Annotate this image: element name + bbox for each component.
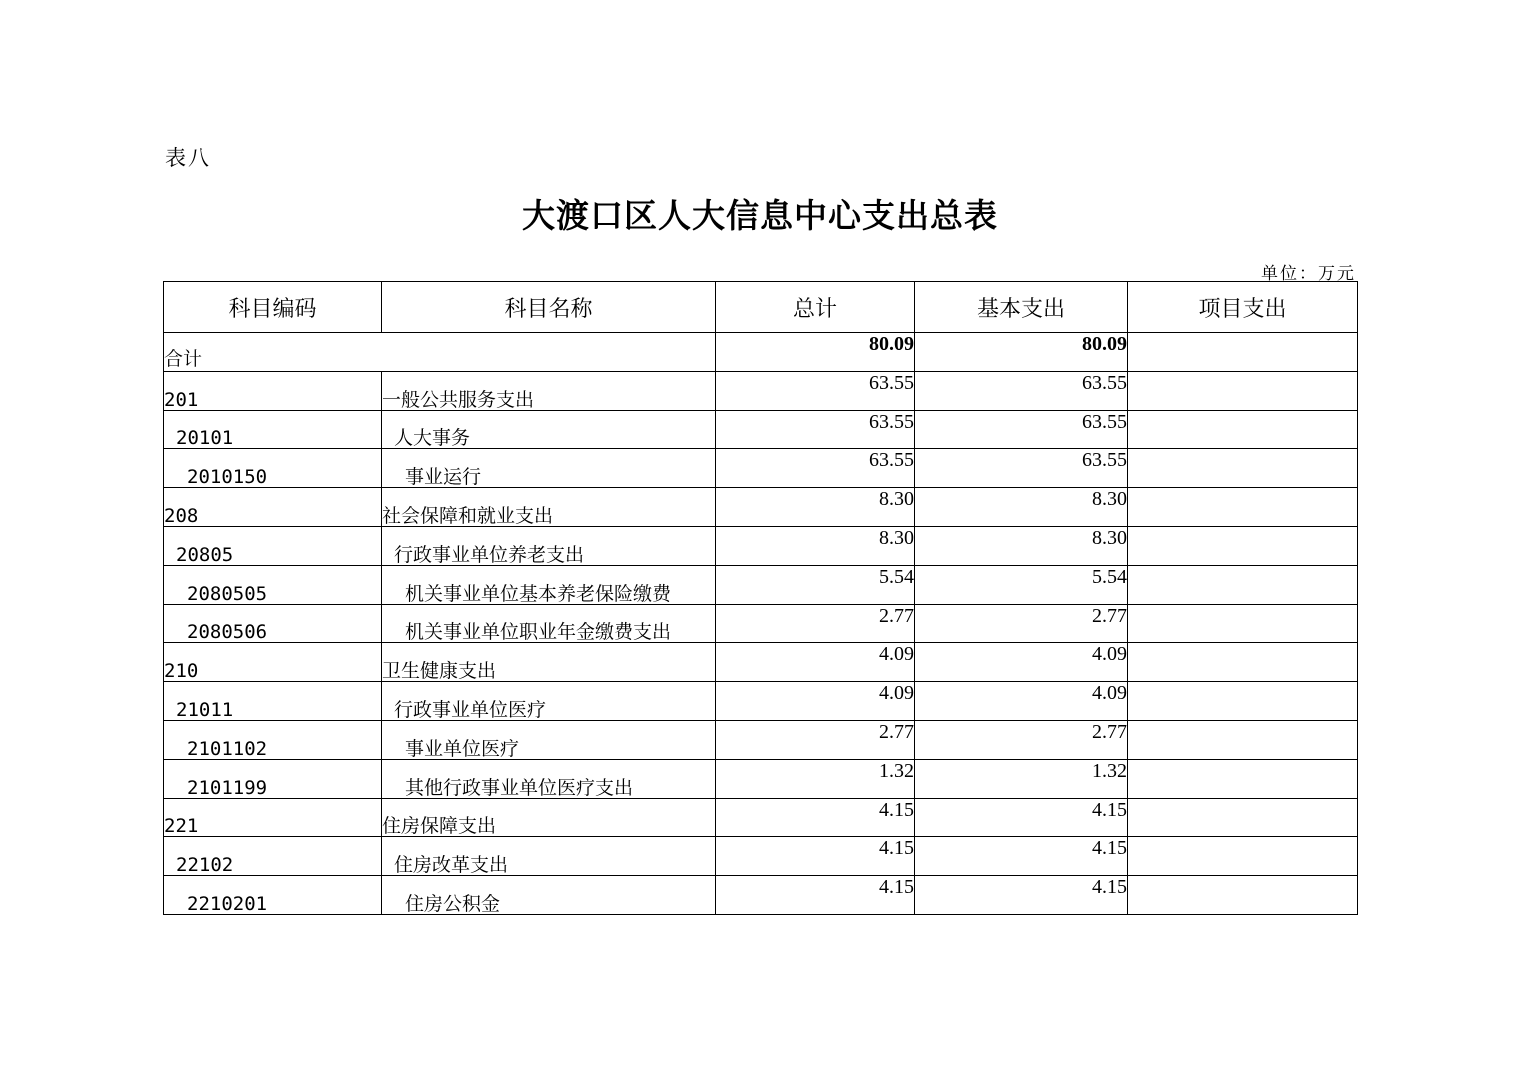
total-basic: 80.09	[915, 333, 1128, 372]
row-project	[1128, 488, 1358, 527]
row-project	[1128, 526, 1358, 565]
row-name: 行政事业单位医疗	[382, 682, 716, 721]
row-basic: 4.15	[915, 876, 1128, 915]
header-name: 科目名称	[382, 282, 716, 333]
row-total: 4.15	[716, 837, 915, 876]
expenditure-table	[163, 281, 1358, 915]
row-code: 210	[164, 643, 382, 682]
row-project	[1128, 759, 1358, 798]
row-basic: 63.55	[915, 449, 1128, 488]
row-code: 20101	[164, 410, 382, 449]
row-project	[1128, 720, 1358, 759]
row-name: 社会保障和就业支出	[382, 488, 716, 527]
row-basic: 1.32	[915, 759, 1128, 798]
row-code: 201	[164, 371, 382, 410]
row-total: 2.77	[716, 720, 915, 759]
total-project	[1128, 333, 1358, 372]
row-total: 63.55	[716, 410, 915, 449]
row-project	[1128, 837, 1358, 876]
table-row	[164, 759, 1358, 798]
row-code: 2080505	[164, 565, 382, 604]
table-row	[164, 371, 1358, 410]
row-total: 4.09	[716, 643, 915, 682]
row-name: 事业运行	[382, 449, 716, 488]
row-name: 住房公积金	[382, 876, 716, 915]
row-code: 2080506	[164, 604, 382, 643]
row-total: 5.54	[716, 565, 915, 604]
total-total: 80.09	[716, 333, 915, 372]
row-basic: 2.77	[915, 604, 1128, 643]
row-code: 22102	[164, 837, 382, 876]
header-project: 项目支出	[1128, 282, 1358, 333]
table-row	[164, 682, 1358, 721]
row-total: 1.32	[716, 759, 915, 798]
row-total: 4.15	[716, 798, 915, 837]
row-code: 2210201	[164, 876, 382, 915]
row-basic: 5.54	[915, 565, 1128, 604]
row-code: 2101199	[164, 759, 382, 798]
table-row	[164, 604, 1358, 643]
row-name: 一般公共服务支出	[382, 371, 716, 410]
table-row	[164, 720, 1358, 759]
row-name: 事业单位医疗	[382, 720, 716, 759]
row-basic: 4.09	[915, 682, 1128, 721]
total-row	[164, 333, 1358, 372]
header-total: 总计	[716, 282, 915, 333]
table-row	[164, 565, 1358, 604]
row-name: 住房改革支出	[382, 837, 716, 876]
row-code: 20805	[164, 526, 382, 565]
row-project	[1128, 876, 1358, 915]
row-basic: 4.15	[915, 798, 1128, 837]
row-basic: 63.55	[915, 410, 1128, 449]
row-name: 卫生健康支出	[382, 643, 716, 682]
row-basic: 4.15	[915, 837, 1128, 876]
row-code: 2101102	[164, 720, 382, 759]
row-project	[1128, 565, 1358, 604]
row-basic: 8.30	[915, 488, 1128, 527]
row-name: 机关事业单位职业年金缴费支出	[382, 604, 716, 643]
row-project	[1128, 371, 1358, 410]
table-row	[164, 526, 1358, 565]
table-row	[164, 643, 1358, 682]
row-name: 住房保障支出	[382, 798, 716, 837]
row-basic: 4.09	[915, 643, 1128, 682]
row-basic: 63.55	[915, 371, 1128, 410]
row-basic: 8.30	[915, 526, 1128, 565]
total-label: 合计	[164, 333, 716, 372]
table-row	[164, 837, 1358, 876]
row-total: 63.55	[716, 371, 915, 410]
row-project	[1128, 449, 1358, 488]
page-title: 大渡口区人大信息中心支出总表	[522, 196, 998, 235]
row-name: 其他行政事业单位医疗支出	[382, 759, 716, 798]
row-project	[1128, 682, 1358, 721]
header-code: 科目编码	[164, 282, 382, 333]
row-name: 行政事业单位养老支出	[382, 526, 716, 565]
row-total: 8.30	[716, 526, 915, 565]
row-code: 2010150	[164, 449, 382, 488]
row-name: 人大事务	[382, 410, 716, 449]
row-project	[1128, 643, 1358, 682]
row-project	[1128, 410, 1358, 449]
unit-label: 单位：万元	[1261, 264, 1356, 284]
header-basic: 基本支出	[915, 282, 1128, 333]
row-project	[1128, 798, 1358, 837]
table-row	[164, 798, 1358, 837]
row-basic: 2.77	[915, 720, 1128, 759]
table-row	[164, 410, 1358, 449]
row-name: 机关事业单位基本养老保险缴费	[382, 565, 716, 604]
table-row	[164, 488, 1358, 527]
row-code: 208	[164, 488, 382, 527]
row-code: 21011	[164, 682, 382, 721]
table-header-row	[164, 282, 1358, 333]
row-total: 63.55	[716, 449, 915, 488]
row-code: 221	[164, 798, 382, 837]
row-total: 2.77	[716, 604, 915, 643]
row-total: 4.15	[716, 876, 915, 915]
table-row	[164, 449, 1358, 488]
row-total: 8.30	[716, 488, 915, 527]
row-total: 4.09	[716, 682, 915, 721]
row-project	[1128, 604, 1358, 643]
table-number: 表八	[165, 146, 211, 170]
table-row	[164, 876, 1358, 915]
